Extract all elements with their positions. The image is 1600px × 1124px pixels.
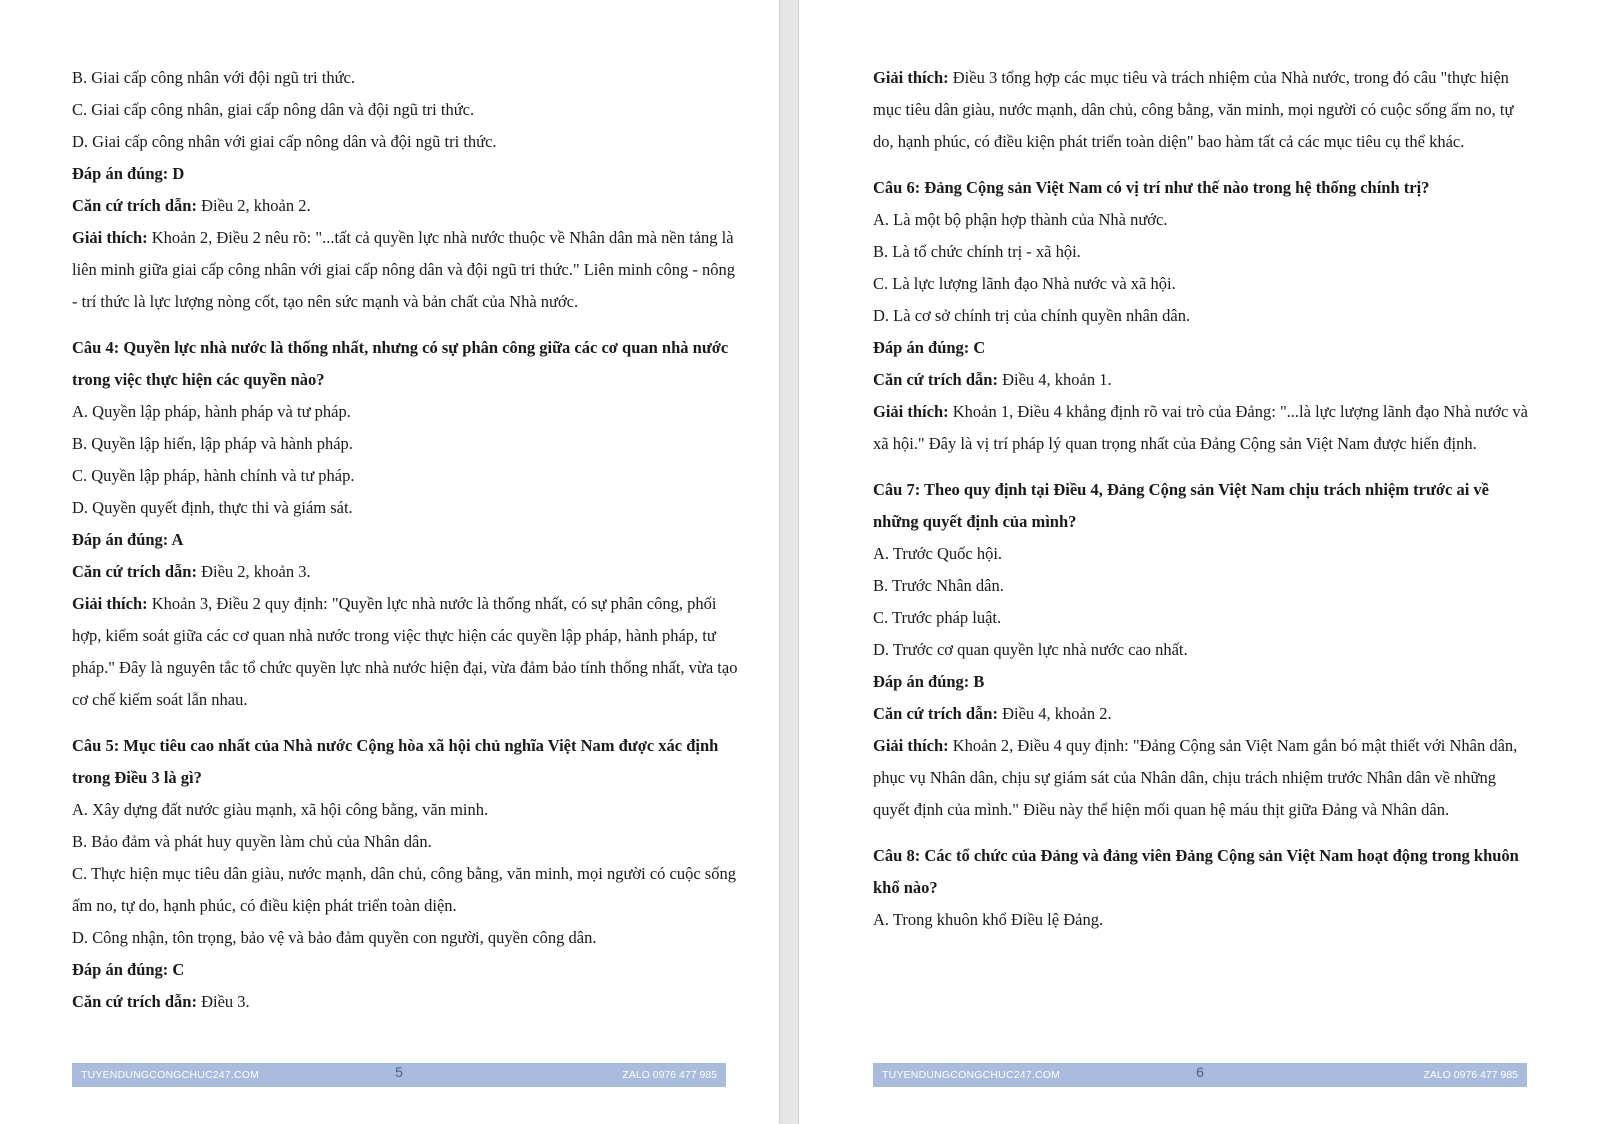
option-line: B. Trước Nhân dân.	[873, 576, 1004, 595]
detail-label: Giải thích:	[72, 228, 148, 247]
answer-detail	[72, 588, 742, 716]
detail-text: Điều 4, khoản 2.	[997, 704, 1112, 723]
detail-text: Điều 3.	[196, 992, 250, 1011]
detail-label: Đáp án đúng: C	[873, 338, 986, 357]
question-heading: Câu 8: Các tổ chức của Đảng và đảng viên Đảng Cộng sản Việt Nam hoạt động trong khuôn khổ nào?	[873, 846, 1519, 897]
document-page-6	[798, 0, 1600, 1124]
answer-detail	[72, 524, 742, 556]
option-line: C. Thực hiện mục tiêu dân giàu, nước mạnh, dân chủ, công bằng, văn minh, mọi người có cuộc sống ấm no, tự do, hạnh phúc, có điều kiện phát triển toàn diện.	[72, 864, 736, 915]
option-line: B. Quyền lập hiến, lập pháp và hành pháp.	[72, 434, 353, 453]
detail-label: Đáp án đúng: D	[72, 164, 185, 183]
answer-detail	[72, 556, 742, 588]
detail-text: Điều 2, khoản 2.	[196, 196, 311, 215]
detail-text: Điều 2, khoản 3.	[196, 562, 311, 581]
answer-detail	[873, 396, 1533, 460]
detail-text: Điều 3 tổng hợp các mục tiêu và trách nhiệm của Nhà nước, trong đó câu "thực hiện mục tiêu dân giàu, nước mạnh, dân chủ, công bằng, văn minh, mọi người có cuộc sống ấm no, tự do, hạnh phúc, có điều kiện phát triển toàn diện" bao hàm tất cả các mục tiêu cụ thể khác.	[873, 68, 1514, 151]
page-footer	[873, 1063, 1527, 1087]
detail-text: Khoản 2, Điều 4 quy định: "Đảng Cộng sản Việt Nam gắn bó mật thiết với Nhân dân, phục vụ Nhân dân, chịu sự giám sát của Nhân dân, chịu trách nhiệm trước Nhân dân về những quyết định của mình." Điều này thể hiện mối quan hệ máu thịt giữa Đảng và Nhân dân.	[873, 736, 1518, 819]
answer-detail	[72, 222, 742, 318]
question-heading: Câu 6: Đảng Cộng sản Việt Nam có vị trí như thế nào trong hệ thống chính trị?	[873, 178, 1430, 197]
detail-label: Giải thích:	[873, 402, 949, 421]
option-line: C. Giai cấp công nhân, giai cấp nông dân và đội ngũ tri thức.	[72, 100, 475, 119]
option-line: A. Xây dựng đất nước giàu mạnh, xã hội công bằng, văn minh.	[72, 800, 489, 819]
answer-detail	[72, 986, 742, 1018]
answer-detail	[873, 698, 1533, 730]
question-heading: Câu 4: Quyền lực nhà nước là thống nhất, nhưng có sự phân công giữa các cơ quan nhà nước trong việc thực hiện các quyền nào?	[72, 338, 729, 389]
option-line: A. Trước Quốc hội.	[873, 544, 1003, 563]
option-line: A. Quyền lập pháp, hành pháp và tư pháp.	[72, 402, 351, 421]
answer-detail	[873, 332, 1533, 364]
answer-detail	[873, 666, 1533, 698]
answer-detail	[873, 364, 1533, 396]
page-content	[72, 62, 742, 1018]
detail-label: Đáp án đúng: C	[72, 960, 185, 979]
detail-text: Điều 4, khoản 1.	[997, 370, 1112, 389]
option-line: D. Trước cơ quan quyền lực nhà nước cao nhất.	[873, 640, 1188, 659]
option-line: A. Là một bộ phận hợp thành của Nhà nước.	[873, 210, 1168, 229]
question-heading: Câu 7: Theo quy định tại Điều 4, Đảng Cộng sản Việt Nam chịu trách nhiệm trước ai về những quyết định của mình?	[873, 480, 1489, 531]
page-number: 5	[395, 1064, 403, 1080]
option-line: C. Trước pháp luật.	[873, 608, 1002, 627]
footer-website: TUYENDUNGCONGCHUC247.COM	[81, 1069, 260, 1081]
detail-text: Khoản 1, Điều 4 khẳng định rõ vai trò của Đảng: "...là lực lượng lãnh đạo Nhà nước và xã hội." Đây là vị trí pháp lý quan trọng nhất của Đảng Cộng sản Việt Nam được hiến định.	[873, 402, 1528, 453]
option-line: D. Công nhận, tôn trọng, bảo vệ và bảo đảm quyền con người, quyền công dân.	[72, 928, 597, 947]
answer-detail	[72, 954, 742, 986]
detail-label: Giải thích:	[873, 736, 949, 755]
option-line: B. Giai cấp công nhân với đội ngũ tri thức.	[72, 68, 355, 87]
footer-website: TUYENDUNGCONGCHUC247.COM	[882, 1069, 1061, 1081]
page-number: 6	[1196, 1064, 1204, 1080]
detail-label: Căn cứ trích dẫn:	[873, 370, 998, 389]
detail-label: Căn cứ trích dẫn:	[72, 196, 197, 215]
answer-detail	[873, 730, 1533, 826]
option-line: D. Là cơ sở chính trị của chính quyền nhân dân.	[873, 306, 1191, 325]
page-footer	[72, 1063, 726, 1087]
option-line: A. Trong khuôn khổ Điều lệ Đảng.	[873, 910, 1104, 929]
detail-label: Đáp án đúng: B	[873, 672, 985, 691]
footer-zalo-contact: ZALO 0976 477 985	[622, 1069, 717, 1081]
answer-detail	[72, 158, 742, 190]
question-heading: Câu 5: Mục tiêu cao nhất của Nhà nước Cộng hòa xã hội chủ nghĩa Việt Nam được xác định trong Điều 3 là gì?	[72, 736, 719, 787]
footer-zalo-contact: ZALO 0976 477 985	[1423, 1069, 1518, 1081]
detail-label: Căn cứ trích dẫn:	[873, 704, 998, 723]
detail-label: Giải thích:	[72, 594, 148, 613]
option-line: B. Là tổ chức chính trị - xã hội.	[873, 242, 1081, 261]
detail-label: Giải thích:	[873, 68, 949, 87]
answer-detail	[72, 190, 742, 222]
page-content	[873, 62, 1533, 936]
detail-label: Căn cứ trích dẫn:	[72, 562, 197, 581]
detail-label: Căn cứ trích dẫn:	[72, 992, 197, 1011]
option-line: D. Giai cấp công nhân với giai cấp nông dân và đội ngũ tri thức.	[72, 132, 497, 151]
detail-text: Khoản 2, Điều 2 nêu rõ: "...tất cả quyền lực nhà nước thuộc về Nhân dân mà nền tảng là liên minh giữa giai cấp công nhân với giai cấp nông dân và đội ngũ tri thức." Liên minh công - nông - trí thức là lực lượng nòng cốt, tạo nên sức mạnh và bản chất của Nhà nước.	[72, 228, 735, 311]
option-line: C. Quyền lập pháp, hành chính và tư pháp.	[72, 466, 355, 485]
document-page-5	[0, 0, 780, 1124]
detail-label: Đáp án đúng: A	[72, 530, 184, 549]
option-line: B. Bảo đảm và phát huy quyền làm chủ của Nhân dân.	[72, 832, 432, 851]
detail-text: Khoản 3, Điều 2 quy định: "Quyền lực nhà nước là thống nhất, có sự phân công, phối hợp, kiểm soát giữa các cơ quan nhà nước trong việc thực hiện các quyền lập pháp, hành pháp, tư pháp." Đây là nguyên tắc tổ chức quyền lực nhà nước hiện đại, vừa đảm bảo tính thống nhất, vừa tạo cơ chế kiểm soát lẫn nhau.	[72, 594, 738, 709]
answer-detail	[873, 62, 1533, 158]
option-line: C. Là lực lượng lãnh đạo Nhà nước và xã hội.	[873, 274, 1176, 293]
option-line: D. Quyền quyết định, thực thi và giám sát.	[72, 498, 353, 517]
